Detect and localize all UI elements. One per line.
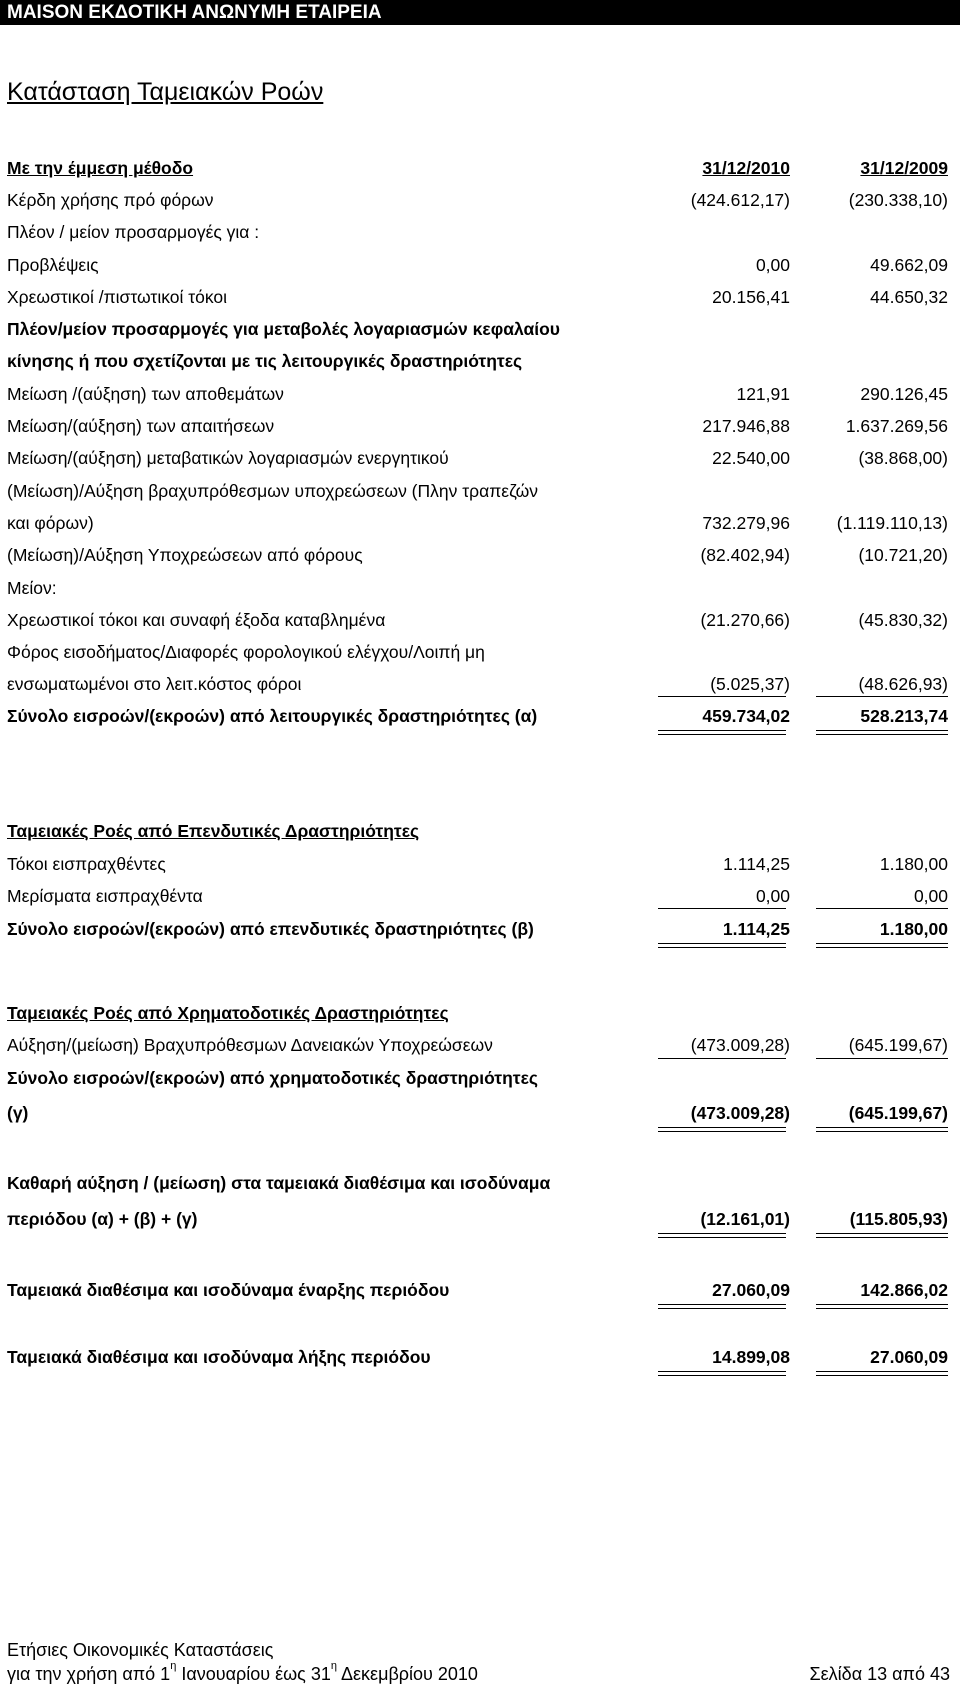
- section-heading: Ταμειακές Ροές από Επενδυτικές Δραστηριότητες: [7, 821, 420, 841]
- footer-period-part: για την χρήση από 1: [7, 1664, 171, 1684]
- row-value-2009: (645.199,67): [848, 1035, 948, 1055]
- closing-cash-row: [0, 1345, 960, 1369]
- table-row: [0, 608, 960, 632]
- row-label: Σύνολο εισροών/(εκροών) από λειτουργικές δραστηριότητες (α): [7, 706, 538, 726]
- row-label: και φόρων): [7, 513, 94, 533]
- row-value-2010: 22.540,00: [712, 448, 790, 468]
- row-label: Μείον:: [7, 578, 57, 598]
- row-label: Μερίσματα εισπραχθέντα: [7, 886, 203, 906]
- total-double-rule: [816, 943, 948, 948]
- subtotal-rule: [816, 908, 948, 909]
- row-value-2009: 49.662,09: [870, 255, 948, 275]
- row-label: Μείωση/(αύξηση) μεταβατικών λογαριασμών ενεργητικού: [7, 448, 449, 468]
- row-value-2009: (38.868,00): [858, 448, 948, 468]
- row-value-2010: 732.279,96: [702, 513, 790, 533]
- row-label: Μείωση/(αύξηση) των απαιτήσεων: [7, 416, 275, 436]
- total-double-rule: [816, 730, 948, 735]
- table-row: [0, 576, 960, 600]
- row-value-2010: (424.612,17): [690, 190, 790, 210]
- row-value-2010: (473.009,28): [690, 1103, 790, 1123]
- column-2010: 31/12/2010: [702, 158, 790, 178]
- total-double-rule: [816, 1233, 948, 1238]
- row-label: Κέρδη χρήσης πρό φόρων: [7, 190, 214, 210]
- row-value-2009: (115.805,93): [849, 1209, 948, 1229]
- subtotal-rule: [658, 1058, 786, 1059]
- row-value-2009: (45.830,32): [858, 610, 948, 630]
- total-double-rule: [816, 1127, 948, 1132]
- footer-period-part: Δεκεμβρίου 2010: [337, 1664, 478, 1684]
- row-value-2010: (82.402,94): [700, 545, 790, 565]
- column-header-row: [0, 156, 960, 180]
- row-value-2009: 142.866,02: [860, 1280, 948, 1300]
- table-row: [0, 479, 960, 503]
- row-value-2010: 27.060,09: [712, 1280, 790, 1300]
- row-label: Πλέον / μείον προσαρμογές για :: [7, 222, 260, 242]
- row-label: ενσωματωμένοι στο λειτ.κόστος φόροι: [7, 674, 302, 694]
- row-value-2010: 0,00: [755, 886, 790, 906]
- row-value-2010: (5.025,37): [710, 674, 790, 694]
- row-value-2010: (21.270,66): [700, 610, 790, 630]
- footer-sup: η: [330, 1660, 337, 1672]
- subtotal-rule: [816, 1058, 948, 1059]
- investing-heading-row: [0, 819, 960, 843]
- financing-total-row: [0, 1101, 960, 1125]
- total-double-rule: [658, 1127, 786, 1132]
- total-double-rule: [658, 1304, 786, 1309]
- row-value-2009: 1.180,00: [879, 854, 948, 874]
- row-value-2009: 1.637.269,56: [845, 416, 948, 436]
- table-row: [0, 1033, 960, 1057]
- table-row: [0, 511, 960, 535]
- total-double-rule: [658, 1233, 786, 1238]
- company-name: MAISON ΕΚΔΟΤΙΚΗ ΑΝΩΝΥΜΗ ΕΤΑΙΡΕΙΑ: [0, 0, 960, 25]
- table-row: [0, 253, 960, 277]
- table-row: [0, 672, 960, 696]
- financing-total-line: [0, 1066, 960, 1090]
- subtotal-rule: [816, 696, 948, 697]
- row-value-2009: 528.213,74: [860, 706, 948, 726]
- row-value-2010: 1.114,25: [723, 854, 790, 874]
- row-label: Τόκοι εισπραχθέντες: [7, 854, 166, 874]
- row-label: Ταμειακά διαθέσιμα και ισοδύναμα λήξης περιόδου: [7, 1347, 431, 1367]
- row-value-2009: 0,00: [913, 886, 948, 906]
- row-value-2009: (10.721,20): [858, 545, 948, 565]
- row-label: (Μείωση)/Αύξηση Υποχρεώσεων από φόρους: [7, 545, 363, 565]
- row-label: Μείωση /(αύξηση) των αποθεμάτων: [7, 384, 284, 404]
- table-row: [0, 640, 960, 664]
- row-label: Πλέον/μείον προσαρμογές για μεταβολές λογαριασμών κεφαλαίου: [7, 319, 560, 339]
- subtotal-rule: [658, 696, 786, 697]
- subtotal-rule: [658, 908, 786, 909]
- total-double-rule: [816, 1304, 948, 1309]
- table-row: [0, 349, 960, 373]
- row-value-2010: 14.899,08: [712, 1347, 790, 1367]
- row-value-2009: 44.650,32: [870, 287, 948, 307]
- table-row: [0, 852, 960, 876]
- footer-period: [7, 1660, 478, 1685]
- footer-sup: η: [170, 1660, 177, 1672]
- row-label: περιόδου (α) + (β) + (γ): [7, 1209, 198, 1229]
- row-value-2009: (1.119.110,13): [836, 513, 948, 533]
- row-label: Καθαρή αύξηση / (μείωση) στα ταμειακά διαθέσιμα και ισοδύναμα: [7, 1173, 551, 1193]
- row-label: Σύνολο εισροών/(εκροών) από επενδυτικές δραστηριότητες (β): [7, 919, 534, 939]
- row-value-2010: 1.114,25: [722, 919, 790, 939]
- row-label: Ταμειακά διαθέσιμα και ισοδύναμα έναρξης περιόδου: [7, 1280, 450, 1300]
- row-label: Σύνολο εισροών/(εκροών) από χρηματοδοτικές δραστηριότητες: [7, 1068, 538, 1088]
- table-row: [0, 382, 960, 406]
- footer-period-part: Ιανουαρίου έως 31: [176, 1664, 331, 1684]
- financing-heading-row: [0, 1001, 960, 1025]
- row-value-2010: 20.156,41: [712, 287, 790, 307]
- total-double-rule: [816, 1371, 948, 1376]
- table-row: [0, 285, 960, 309]
- net-change-row: [0, 1207, 960, 1231]
- method-label: Με την έμμεση μέθοδο: [7, 158, 194, 178]
- total-double-rule: [658, 730, 786, 735]
- table-row: [0, 414, 960, 438]
- table-row: [0, 446, 960, 470]
- row-value-2009: (645.199,67): [848, 1103, 948, 1123]
- row-label: (γ): [7, 1103, 29, 1123]
- row-value-2009: 1.180,00: [879, 919, 948, 939]
- table-row: [0, 543, 960, 567]
- page-title: Κατάσταση Ταμειακών Ροών: [7, 78, 324, 106]
- table-row: [0, 220, 960, 244]
- net-change-line: [0, 1171, 960, 1195]
- investing-total-row: [0, 917, 960, 941]
- table-row: [0, 317, 960, 341]
- page-number: Σελίδα 13 από 43: [809, 1664, 950, 1684]
- section-heading: Ταμειακές Ροές από Χρηματοδοτικές Δραστηριότητες: [7, 1003, 449, 1023]
- row-value-2010: 121,91: [736, 384, 790, 404]
- row-value-2010: 459.734,02: [702, 706, 790, 726]
- column-2009: 31/12/2009: [860, 158, 948, 178]
- row-label: (Μείωση)/Αύξηση βραχυπρόθεσμων υποχρεώσεων (Πλην τραπεζών: [7, 481, 539, 501]
- footer-title: Ετήσιες Οικονομικές Καταστάσεις: [7, 1640, 274, 1660]
- row-label: Χρεωστικοί /πιστωτικοί τόκοι: [7, 287, 228, 307]
- row-label: Φόρος εισοδήματος/Διαφορές φορολογικού ελέγχου/Λοιπή μη: [7, 642, 485, 662]
- total-double-rule: [658, 943, 786, 948]
- row-value-2009: 290.126,45: [860, 384, 948, 404]
- row-value-2009: (230.338,10): [848, 190, 948, 210]
- row-label: Χρεωστικοί τόκοι και συναφή έξοδα καταβλημένα: [7, 610, 386, 630]
- table-row: [0, 188, 960, 212]
- row-value-2010: (473.009,28): [690, 1035, 790, 1055]
- row-value-2009: (48.626,93): [858, 674, 948, 694]
- row-label: Προβλέψεις: [7, 255, 99, 275]
- row-value-2010: 0,00: [755, 255, 790, 275]
- row-label: κίνησης ή που σχετίζονται με τις λειτουργικές δραστηριότητες: [7, 351, 523, 371]
- row-value-2010: (12.161,01): [700, 1209, 790, 1229]
- opening-cash-row: [0, 1278, 960, 1302]
- operating-total-row: [0, 704, 960, 728]
- row-label: Αύξηση/(μείωση) Βραχυπρόθεσμων Δανειακών Υποχρεώσεων: [7, 1035, 493, 1055]
- row-value-2009: 27.060,09: [870, 1347, 948, 1367]
- total-double-rule: [658, 1371, 786, 1376]
- table-row: [0, 884, 960, 908]
- row-value-2010: 217.946,88: [702, 416, 790, 436]
